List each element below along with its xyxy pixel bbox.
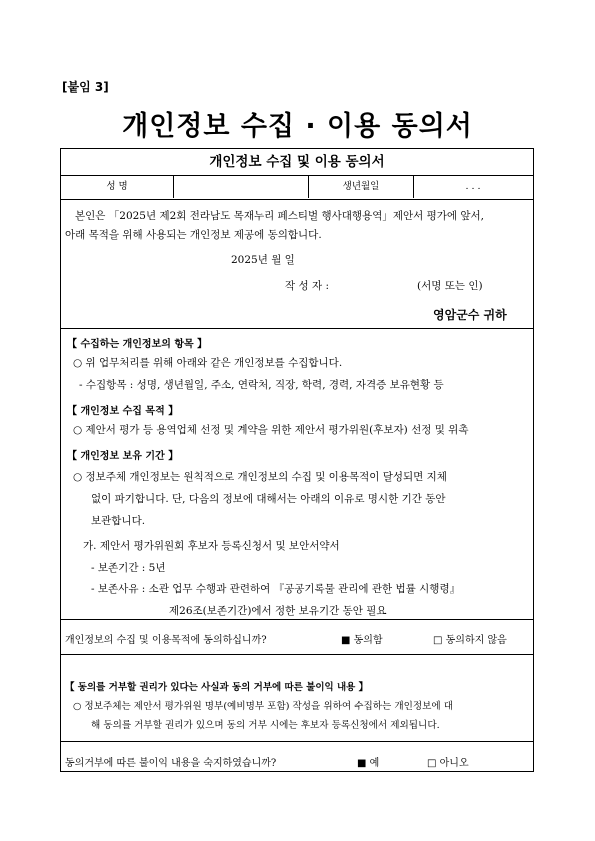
divider: [61, 741, 533, 742]
acknowledge-yes-checkbox[interactable]: ■ 예: [357, 758, 380, 769]
birth-label: 생년월일: [342, 181, 380, 192]
date-line: 2025년 월 일: [231, 254, 295, 266]
consent-form: [60, 148, 534, 772]
intro-text: 아래 목적을 위해 사용되는 개인정보 제공에 동의합니다.: [65, 229, 322, 241]
acknowledge-no-checkbox[interactable]: □ 아니오: [427, 758, 469, 769]
intro-text: 본인은 「2025년 제2회 전라남도 목재누리 페스티벌 행사대행용역」제안서 평가에 앞서,: [75, 210, 485, 222]
attachment-label: [붙임 3]: [62, 80, 109, 94]
retention-text: 없이 파기합니다. 단, 다음의 정보에 대해서는 아래의 이유로 명시한 기간 동안: [91, 493, 446, 505]
form-title: 개인정보 수집 및 이용 동의서: [209, 154, 385, 170]
retention-text: 보관합니다.: [91, 515, 146, 527]
divider: [61, 619, 533, 620]
purpose-text: ○ 제안서 평가 등 용역업체 선정 및 계약을 위한 제안서 평가위원(후보자) 선정 및 위촉: [73, 424, 469, 436]
divider: [61, 654, 533, 655]
retention-text: 가. 제안서 평가위원회 후보자 등록신청서 및 보안서약서: [83, 540, 340, 552]
retention-text: 제26조(보존기간)에서 정한 보유기간 동안 필요: [169, 605, 387, 617]
divider: [61, 328, 533, 329]
consent-question: 개인정보의 수집 및 이용목적에 동의하십니까?: [65, 635, 267, 646]
items-text: ○ 위 업무처리를 위해 아래와 같은 개인정보를 수집합니다.: [73, 357, 343, 369]
acknowledge-question: 동의거부에 따른 불이익 내용을 숙지하였습니까?: [65, 758, 277, 769]
page-title: 개인정보 수집 · 이용 동의서: [122, 111, 473, 142]
refusal-heading: 【 동의를 거부할 권리가 있다는 사실과 동의 거부에 따른 불이익 내용 】: [65, 682, 369, 693]
recipient: 영암군수 귀하: [433, 308, 507, 322]
retention-text: - 보존기간 : 5년: [91, 562, 166, 574]
retention-heading: 【 개인정보 보유 기간 】: [67, 451, 179, 462]
name-field[interactable]: [174, 176, 308, 198]
sign-hint: (서명 또는 인): [417, 280, 483, 292]
refusal-text: 해 동의를 거부할 권리가 있으며 동의 거부 시에는 후보자 등록신청에서 제외됩니다.: [91, 720, 440, 731]
name-birth-row: [61, 176, 533, 198]
birth-field[interactable]: . . .: [465, 181, 481, 192]
consent-agree-checkbox[interactable]: ■ 동의함: [341, 635, 383, 646]
retention-text: ○ 정보주체 개인정보는 원칙적으로 개인정보의 수집 및 이용목적이 달성되면 지체: [73, 471, 447, 483]
divider: [61, 199, 533, 200]
consent-disagree-checkbox[interactable]: □ 동의하지 않음: [433, 635, 507, 646]
refusal-text: ○ 정보주체는 제안서 평가위원 명부(예비명부 포함) 작성을 위하여 수집하는 개인정보에 대: [73, 701, 453, 712]
items-heading: 【 수집하는 개인정보의 항목 】: [67, 339, 208, 350]
items-text: - 수집항목 : 성명, 생년월일, 주소, 연락처, 직장, 학력, 경력, 자격증 보유현황 등: [79, 379, 444, 391]
retention-text: - 보존사유 : 소관 업무 수행과 관련하여 『공공기록물 관리에 관한 법률 시행령』: [91, 583, 461, 595]
purpose-heading: 【 개인정보 수집 목적 】: [67, 406, 179, 417]
writer-label: 작 성 자 :: [285, 280, 329, 292]
name-label: 성 명: [106, 181, 128, 192]
